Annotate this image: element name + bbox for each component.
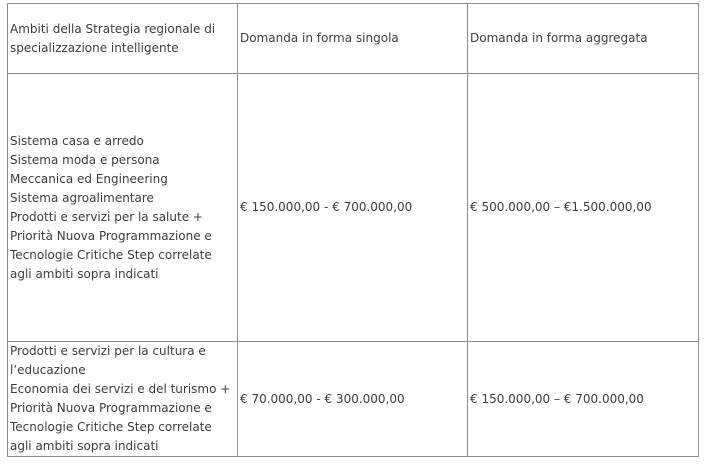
cell-domanda-singola: € 150.000,00 - € 700.000,00 [238, 74, 468, 342]
cell-domanda-aggregata: € 500.000,00 – €1.500.000,00 [468, 74, 699, 342]
ambito-item: Meccanica ed Engineering [10, 171, 168, 186]
table-row [8, 342, 699, 457]
header-domanda-singola: Domanda in forma singola [238, 4, 468, 74]
ambito-item: Sistema casa e arredo [10, 133, 144, 148]
ambito-item: Economia dei servizi e del turismo + Priorità Nuova Programmazione e Tecnologie Critiche Step correlate agli ambiti sopra indicati [10, 382, 231, 453]
header-domanda-aggregata: Domanda in forma aggregata [468, 4, 699, 74]
table-header-row [8, 4, 699, 74]
cell-ambiti [8, 342, 238, 457]
ambito-item: Sistema agroalimentare [10, 190, 154, 205]
cell-ambiti [8, 74, 238, 342]
header-ambiti: Ambiti della Strategia regionale di specializzazione intelligente [8, 4, 238, 74]
ambito-item: Sistema moda e persona [10, 152, 160, 167]
table-row [8, 74, 699, 342]
ambito-item: Prodotti e servizi per la cultura e l’educazione [10, 344, 206, 377]
cell-domanda-singola: € 70.000,00 - € 300.000,00 [238, 342, 468, 457]
funding-table [7, 3, 699, 457]
cell-domanda-aggregata: € 150.000,00 – € 700.000,00 [468, 342, 699, 457]
ambito-item: Prodotti e servizi per la salute + Priorità Nuova Programmazione e Tecnologie Critiche Step correlate agli ambiti sopra indicati [10, 209, 212, 281]
